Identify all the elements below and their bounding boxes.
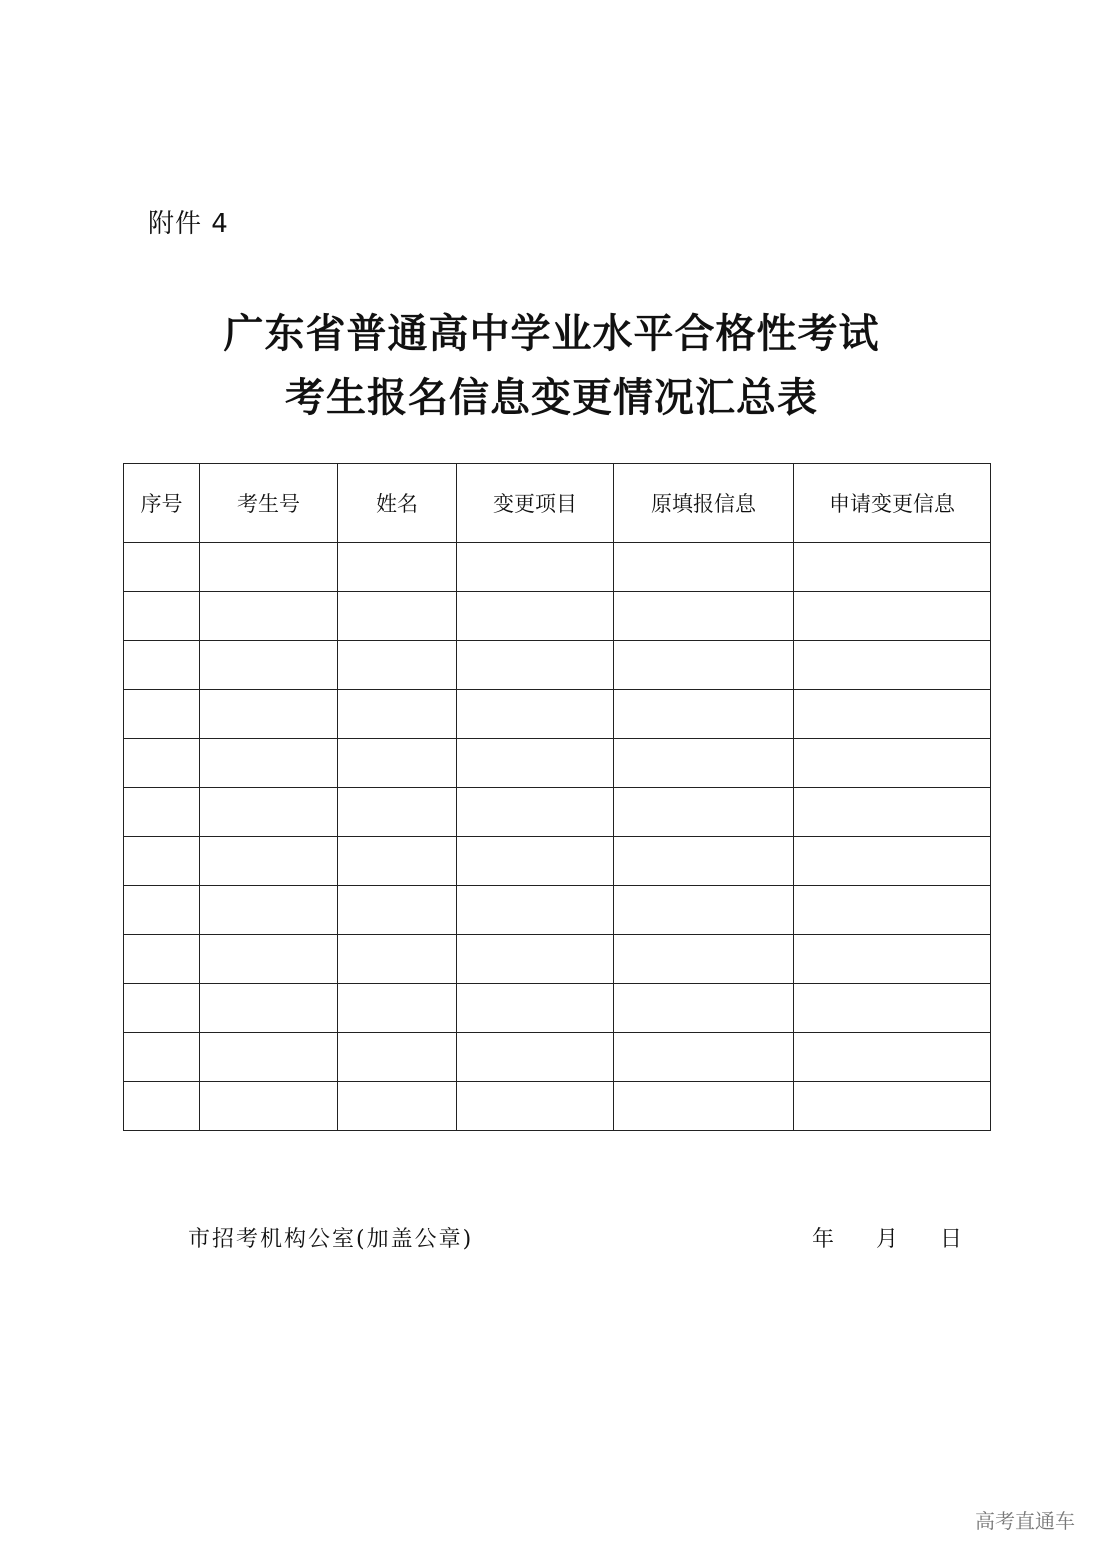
table-cell[interactable] — [200, 641, 338, 690]
table-cell[interactable] — [338, 690, 457, 739]
table-cell[interactable] — [614, 739, 794, 788]
table-cell[interactable] — [338, 592, 457, 641]
table-cell[interactable] — [457, 739, 614, 788]
table-cell[interactable] — [124, 690, 200, 739]
day-label: 日 — [940, 1227, 963, 1252]
table-cell[interactable] — [457, 543, 614, 592]
table-row — [124, 543, 991, 592]
table-cell[interactable] — [338, 543, 457, 592]
title-line-1: 广东省普通高中学业水平合格性考试 — [223, 310, 880, 357]
date-field — [812, 1222, 962, 1253]
table-cell[interactable] — [338, 788, 457, 837]
table-cell[interactable] — [338, 1082, 457, 1131]
table-cell[interactable] — [124, 935, 200, 984]
table-cell[interactable] — [794, 1033, 991, 1082]
table-cell[interactable] — [614, 690, 794, 739]
year-label: 年 — [812, 1227, 835, 1252]
org-seal-label: 市招考机构公室(加盖公章) — [188, 1227, 474, 1252]
month-label: 月 — [876, 1227, 899, 1252]
table-cell[interactable] — [794, 543, 991, 592]
table-cell[interactable] — [124, 984, 200, 1033]
table-cell[interactable] — [457, 886, 614, 935]
column-header-name: 姓名 — [338, 464, 457, 543]
table-cell[interactable] — [457, 1033, 614, 1082]
table-cell[interactable] — [124, 543, 200, 592]
table-cell[interactable] — [200, 984, 338, 1033]
table-cell[interactable] — [614, 984, 794, 1033]
table-cell[interactable] — [794, 886, 991, 935]
table-cell[interactable] — [457, 788, 614, 837]
table-cell[interactable] — [200, 837, 338, 886]
table-cell[interactable] — [124, 837, 200, 886]
table-row — [124, 690, 991, 739]
column-header-candidate-number: 考生号 — [200, 464, 338, 543]
title-line-2: 考生报名信息变更情况汇总表 — [285, 374, 818, 421]
table-row — [124, 788, 991, 837]
table-cell[interactable] — [614, 788, 794, 837]
table-cell[interactable] — [614, 543, 794, 592]
table-cell[interactable] — [124, 1082, 200, 1131]
attachment-label: 附件 4 — [148, 209, 229, 239]
table-cell[interactable] — [457, 592, 614, 641]
table-row — [124, 984, 991, 1033]
table-cell[interactable] — [338, 935, 457, 984]
table-cell[interactable] — [338, 1033, 457, 1082]
table-cell[interactable] — [794, 592, 991, 641]
table-cell[interactable] — [200, 739, 338, 788]
table-cell[interactable] — [200, 788, 338, 837]
table-cell[interactable] — [457, 935, 614, 984]
table-cell[interactable] — [200, 592, 338, 641]
table-cell[interactable] — [457, 837, 614, 886]
table-cell[interactable] — [794, 690, 991, 739]
table-cell[interactable] — [794, 641, 991, 690]
table-cell[interactable] — [124, 1033, 200, 1082]
table-cell[interactable] — [124, 739, 200, 788]
table-cell[interactable] — [124, 592, 200, 641]
table-cell[interactable] — [614, 1082, 794, 1131]
table-cell[interactable] — [338, 886, 457, 935]
table-row — [124, 1082, 991, 1131]
table-row — [124, 837, 991, 886]
table-cell[interactable] — [457, 641, 614, 690]
table-row — [124, 592, 991, 641]
table-cell[interactable] — [200, 690, 338, 739]
column-header-change-item: 变更项目 — [457, 464, 614, 543]
column-header-index: 序号 — [124, 464, 200, 543]
column-header-original-info: 原填报信息 — [614, 464, 794, 543]
table-cell[interactable] — [457, 984, 614, 1033]
table-cell[interactable] — [200, 886, 338, 935]
table-cell[interactable] — [338, 641, 457, 690]
table-cell[interactable] — [794, 788, 991, 837]
table-cell[interactable] — [200, 1082, 338, 1131]
table-cell[interactable] — [124, 886, 200, 935]
table-cell[interactable] — [614, 935, 794, 984]
table-cell[interactable] — [457, 1082, 614, 1131]
table-row — [124, 935, 991, 984]
table-row — [124, 739, 991, 788]
table-cell[interactable] — [794, 837, 991, 886]
table-cell[interactable] — [614, 886, 794, 935]
table-row — [124, 1033, 991, 1082]
table-cell[interactable] — [457, 690, 614, 739]
watermark: 高考直通车 — [975, 1509, 1075, 1533]
table-cell[interactable] — [794, 739, 991, 788]
table-cell[interactable] — [614, 592, 794, 641]
table-cell[interactable] — [614, 1033, 794, 1082]
table-cell[interactable] — [338, 739, 457, 788]
table-row — [124, 886, 991, 935]
table-cell[interactable] — [124, 788, 200, 837]
table-row — [124, 641, 991, 690]
table-cell[interactable] — [794, 935, 991, 984]
table-cell[interactable] — [338, 837, 457, 886]
table-cell[interactable] — [794, 984, 991, 1033]
table-cell[interactable] — [200, 935, 338, 984]
table-cell[interactable] — [200, 543, 338, 592]
column-header-requested-info: 申请变更信息 — [794, 464, 991, 543]
table-cell[interactable] — [614, 641, 794, 690]
summary-table — [123, 463, 991, 1131]
table-cell[interactable] — [338, 984, 457, 1033]
table-cell[interactable] — [794, 1082, 991, 1131]
table-cell[interactable] — [124, 641, 200, 690]
table-body — [124, 543, 991, 1131]
table-header-row — [124, 464, 991, 543]
table-cell[interactable] — [200, 1033, 338, 1082]
table-cell[interactable] — [614, 837, 794, 886]
